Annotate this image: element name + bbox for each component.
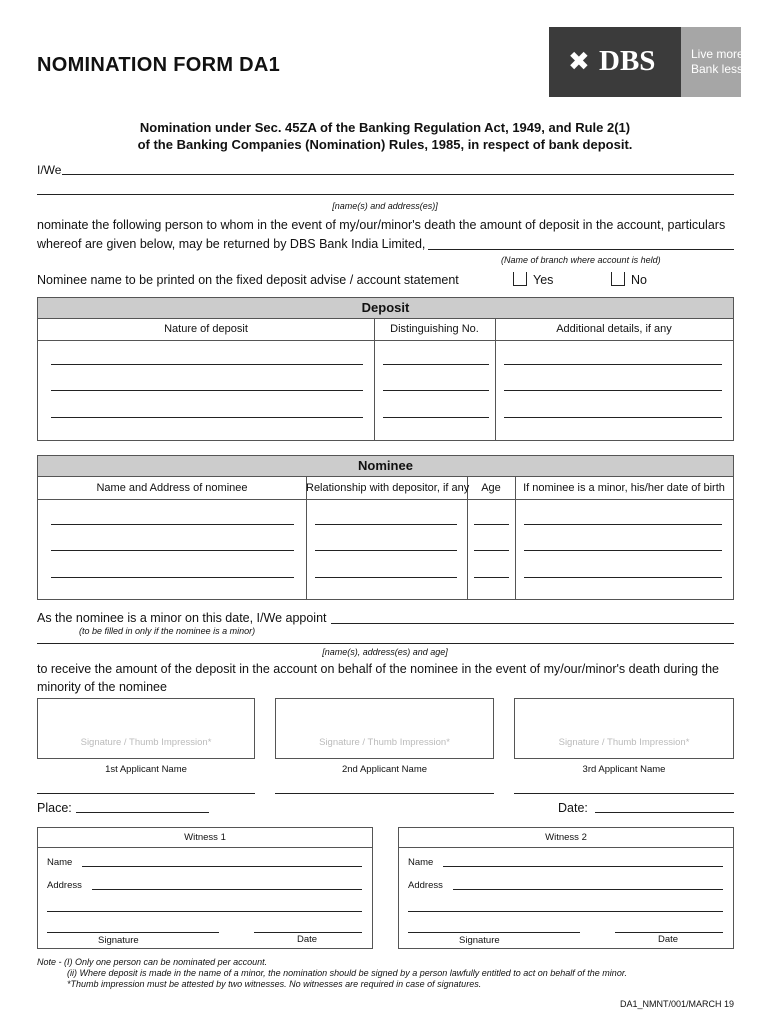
witness-1-title-line — [38, 847, 372, 848]
nominate-text-1: nominate the following person to whom in the event of my/our/minor's death the amount of deposit in the account, particulars — [37, 218, 726, 232]
nominee-dob-line-3[interactable] — [524, 577, 722, 578]
nominee-relationship-line-2[interactable] — [315, 550, 457, 551]
witness-2-title-line — [399, 847, 733, 848]
appoint-hint: (to be filled in only if the nominee is a minor) — [79, 626, 256, 636]
no-label: No — [631, 273, 647, 287]
witness-2-name-line[interactable] — [443, 866, 723, 867]
nominee-header-row-line — [38, 499, 733, 500]
branch-line[interactable] — [428, 249, 734, 250]
witness-2-signature-line[interactable] — [408, 932, 580, 933]
deposit-col-distinguishing: Distinguishing No. — [390, 323, 479, 335]
witness-1-title: Witness 1 — [184, 832, 226, 843]
witness-1-box — [37, 827, 373, 949]
applicant-name-line-1[interactable] — [37, 793, 255, 794]
iwe-label: I/We — [37, 163, 62, 177]
witness-2-address-line-2[interactable] — [408, 911, 723, 912]
deposit-col-nature: Nature of deposit — [164, 323, 248, 335]
nominee-name-line-2[interactable] — [51, 550, 294, 551]
signature-box-3[interactable] — [514, 698, 734, 759]
nominee-print-label: Nominee name to be printed on the fixed deposit advise / account statement — [37, 273, 459, 287]
appoint-text: As the nominee is a minor on this date, I/We appoint — [37, 611, 327, 625]
applicant-name-label-2: 2nd Applicant Name — [341, 764, 428, 775]
iwe-line[interactable] — [62, 174, 734, 175]
dbs-logo — [549, 27, 681, 97]
nominee-table — [37, 455, 734, 600]
deposit-details-line-1[interactable] — [504, 364, 722, 365]
signature-box-2[interactable] — [275, 698, 494, 759]
deposit-title: Deposit — [38, 298, 733, 319]
nominee-col-dob: If nominee is a minor, his/her date of birth — [523, 482, 725, 494]
place-label: Place: — [37, 801, 72, 815]
witness-1-name-line[interactable] — [82, 866, 362, 867]
name-address-hint: [name(s) and address(es)] — [332, 201, 438, 211]
branch-hint: (Name of branch where account is held) — [501, 255, 661, 265]
witness-2-date-label: Date — [658, 934, 679, 945]
dbs-star-icon: ✖ — [568, 46, 590, 76]
deposit-details-line-3[interactable] — [504, 417, 722, 418]
nominee-relationship-line-1[interactable] — [315, 524, 457, 525]
nominee-age-line-2[interactable] — [474, 550, 509, 551]
witness-1-address-line-2[interactable] — [47, 911, 362, 912]
nominee-col-age: Age — [481, 482, 501, 494]
deposit-nature-line-2[interactable] — [51, 390, 363, 391]
receive-text-1: to receive the amount of the deposit in the account on behalf of the nominee in the event of my/our/minor's death during the — [37, 662, 719, 676]
witness-2-date-line[interactable] — [615, 932, 723, 933]
date-label: Date: — [558, 801, 588, 815]
receive-text-2: minority of the nominee — [37, 680, 167, 694]
deposit-details-line-2[interactable] — [504, 390, 722, 391]
witness-1-date-line[interactable] — [254, 932, 362, 933]
witness-1-address-line[interactable] — [92, 889, 362, 890]
place-line[interactable] — [76, 812, 209, 813]
nominee-col-name: Name and Address of nominee — [96, 482, 248, 494]
deposit-number-line-1[interactable] — [383, 364, 489, 365]
nominee-dob-line-2[interactable] — [524, 550, 722, 551]
nominee-age-line-1[interactable] — [474, 524, 509, 525]
witness-1-signature-line[interactable] — [47, 932, 219, 933]
signature-placeholder-3: Signature / Thumb Impression* — [558, 737, 690, 748]
iwe-line-2[interactable] — [37, 194, 734, 195]
dbs-brand-text: DBS — [599, 45, 656, 77]
tagline-line-1: Live more, — [691, 47, 748, 61]
nominee-relationship-line-3[interactable] — [315, 577, 457, 578]
witness-2-address-label: Address — [408, 880, 443, 891]
deposit-table — [37, 297, 734, 441]
witness-1-address-label: Address — [47, 880, 82, 891]
applicant-name-label-3: 3rd Applicant Name — [582, 764, 666, 775]
witness-2-signature-label: Signature — [459, 935, 500, 946]
intro-line-2: of the Banking Companies (Nomination) Rules, 1985, in respect of bank deposit. — [137, 137, 633, 152]
tagline-line-2: Bank less — [691, 62, 744, 76]
witness-2-address-line[interactable] — [453, 889, 723, 890]
applicant-name-line-2[interactable] — [275, 793, 494, 794]
signature-placeholder-1: Signature / Thumb Impression* — [80, 737, 212, 748]
signature-placeholder-2: Signature / Thumb Impression* — [319, 737, 450, 748]
signature-box-1[interactable] — [37, 698, 255, 759]
nominee-dob-line-1[interactable] — [524, 524, 722, 525]
intro-line-1: Nomination under Sec. 45ZA of the Banking Regulation Act, 1949, and Rule 2(1) — [139, 120, 631, 135]
form-code: DA1_NMNT/001/MARCH 19 — [619, 999, 734, 1009]
applicant-name-line-3[interactable] — [514, 793, 734, 794]
deposit-col-additional: Additional details, if any — [556, 323, 672, 335]
applicant-name-label-1: 1st Applicant Name — [105, 764, 187, 775]
yes-label: Yes — [533, 273, 554, 287]
form-title: NOMINATION FORM DA1 — [37, 54, 281, 76]
witness-1-name-label: Name — [47, 857, 73, 868]
date-line[interactable] — [595, 812, 734, 813]
witness-2-name-label: Name — [408, 857, 434, 868]
nominee-title: Nominee — [38, 456, 733, 477]
appoint-line[interactable] — [331, 623, 734, 624]
note-line-3: *Thumb impression must be attested by two witnesses. No witnesses are required in case of signatures. — [67, 979, 482, 989]
yes-checkbox[interactable] — [513, 272, 527, 286]
deposit-nature-line-1[interactable] — [51, 364, 363, 365]
witness-2-box — [398, 827, 734, 949]
witness-2-title: Witness 2 — [545, 832, 587, 843]
deposit-nature-line-3[interactable] — [51, 417, 363, 418]
deposit-header-row-line — [38, 340, 733, 341]
nominee-name-line-1[interactable] — [51, 524, 294, 525]
nominate-text-2: whereof are given below, may be returned by DBS Bank India Limited, — [37, 237, 426, 251]
deposit-number-line-2[interactable] — [383, 390, 489, 391]
note-line-1: Note - (I) Only one person can be nominated per account. — [37, 957, 268, 967]
witness-1-signature-label: Signature — [98, 935, 139, 946]
names-hint: [name(s), address(es) and age] — [322, 647, 448, 657]
note-line-2: (ii) Where deposit is made in the name of a minor, the nomination should be signed by a person lawfully entitled to act on behalf of the minor. — [67, 968, 627, 978]
appoint-line-2[interactable] — [37, 643, 734, 644]
nominee-name-line-3[interactable] — [51, 577, 294, 578]
witness-1-date-label: Date — [297, 934, 318, 945]
nominee-col-relationship: Relationship with depositor, if any — [306, 482, 470, 494]
nominee-age-line-3[interactable] — [474, 577, 509, 578]
no-checkbox[interactable] — [611, 272, 625, 286]
deposit-number-line-3[interactable] — [383, 417, 489, 418]
tagline-panel — [681, 27, 748, 97]
